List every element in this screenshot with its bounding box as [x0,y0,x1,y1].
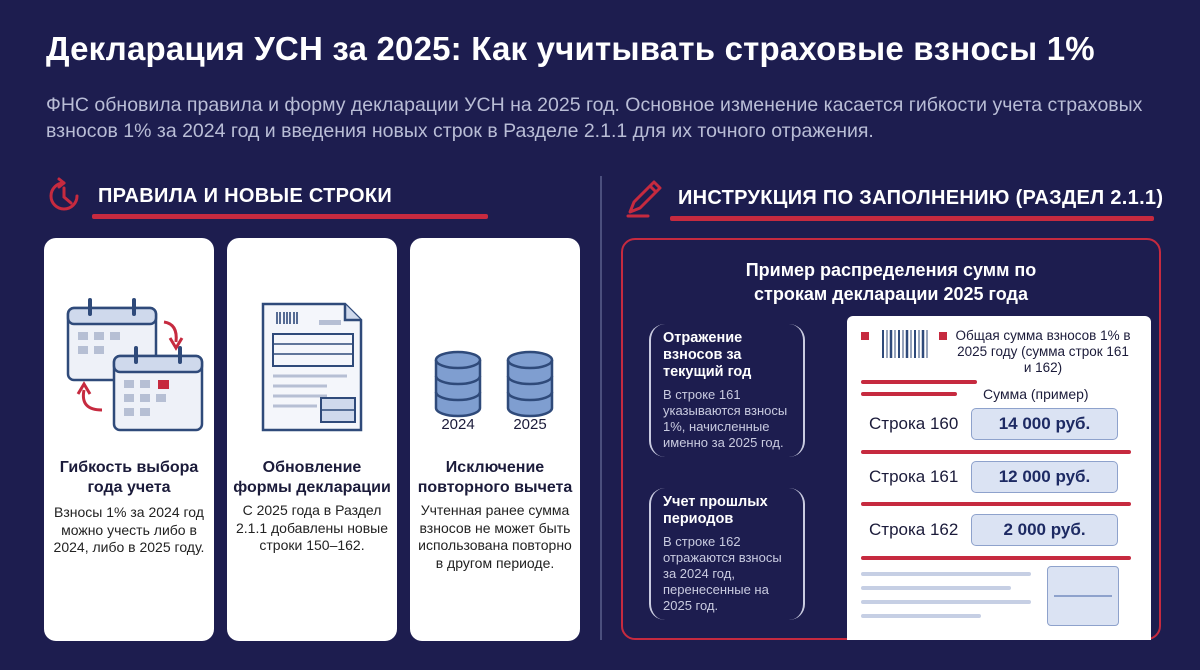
left-section-label: ПРАВИЛА И НОВЫЕ СТРОКИ [98,184,393,207]
block-title: Отражение взносов за текущий год [663,330,752,380]
card-flexibility [44,238,214,641]
left-heading-underline [92,214,488,219]
barcode-icon [881,328,931,362]
block-text: В строке 162 отражаются взносы за 2024 год, перенесенные на 2025 год. [663,534,782,613]
panel-title: Пример распределения сумм по строкам декларации 2025 года [745,260,1037,304]
block-title: Учет прошлых периодов [663,494,768,527]
pen-icon [622,176,666,220]
year-label-2025: 2025 [513,416,547,433]
year-label-2024: 2024 [441,416,475,433]
block-current-year [649,324,805,457]
card-title: Гибкость выбора года учета [59,459,199,496]
calendars-icon [44,238,214,448]
card-form-update [227,238,397,641]
form-stamp-box [1047,566,1119,626]
block-text: В строке 161 указываются взносы 1%, начисленные именно за 2025 год. [663,387,788,450]
form-line [861,556,1131,560]
right-heading-underline [670,216,1154,221]
form-line [861,572,1031,576]
page-title: Декларация УСН за 2025: Как учитывать страховые взносы 1% [46,30,1095,67]
card-text: Учтенная ранее сумма взносов не может быть использована повторно в другом периоде. [418,502,572,571]
row-value-162: 2 000 руб. [971,514,1118,546]
section-divider [600,176,602,640]
document-form-icon [227,238,397,448]
form-line [861,392,957,396]
card-text: С 2025 года в Раздел 2.1.1 добавлены новые строки 150–162. [235,502,389,553]
row-label-161: Строка 161 [869,467,959,486]
clock-icon [44,176,84,216]
form-line [861,502,1131,506]
form-marker [861,332,869,340]
form-line [861,586,1011,590]
row-value-160: 14 000 руб. [971,408,1118,440]
form-header: Общая сумма взносов 1% в 2025 году (сумма строк 161 и 162) [955,328,1131,375]
card-text: Взносы 1% за 2024 год можно учесть либо в 2024, либо в 2025 году. [53,504,205,555]
row-label-160: Строка 160 [869,414,959,433]
row-label-162: Строка 162 [869,520,959,539]
form-marker [939,332,947,340]
page-subtitle: ФНС обновила правила и форму декларации УСН на 2025 год. Основное изменение касается гибкости учета страховых взносов 1% за 2024 год и введения новых строк в Разделе 2.1.1 для их точного отражения. [46,94,1143,142]
sum-label: Сумма (пример) [983,386,1089,402]
instruction-panel [621,238,1161,640]
card-title: Обновление формы декларации [233,459,391,496]
card-no-double-deduction [410,238,580,641]
declaration-form [847,316,1151,640]
left-section-heading [44,176,392,216]
card-title: Исключение повторного вычета [417,459,573,496]
form-line [861,380,977,384]
form-line [861,600,1031,604]
form-line [861,450,1131,454]
form-line [861,614,981,618]
row-value-161: 12 000 руб. [971,461,1118,493]
block-past-periods [649,488,805,620]
right-section-label: ИНСТРУКЦИЯ ПО ЗАПОЛНЕНИЮ (РАЗДЕЛ 2.1.1) [678,186,1164,209]
right-section-heading [622,176,1163,220]
